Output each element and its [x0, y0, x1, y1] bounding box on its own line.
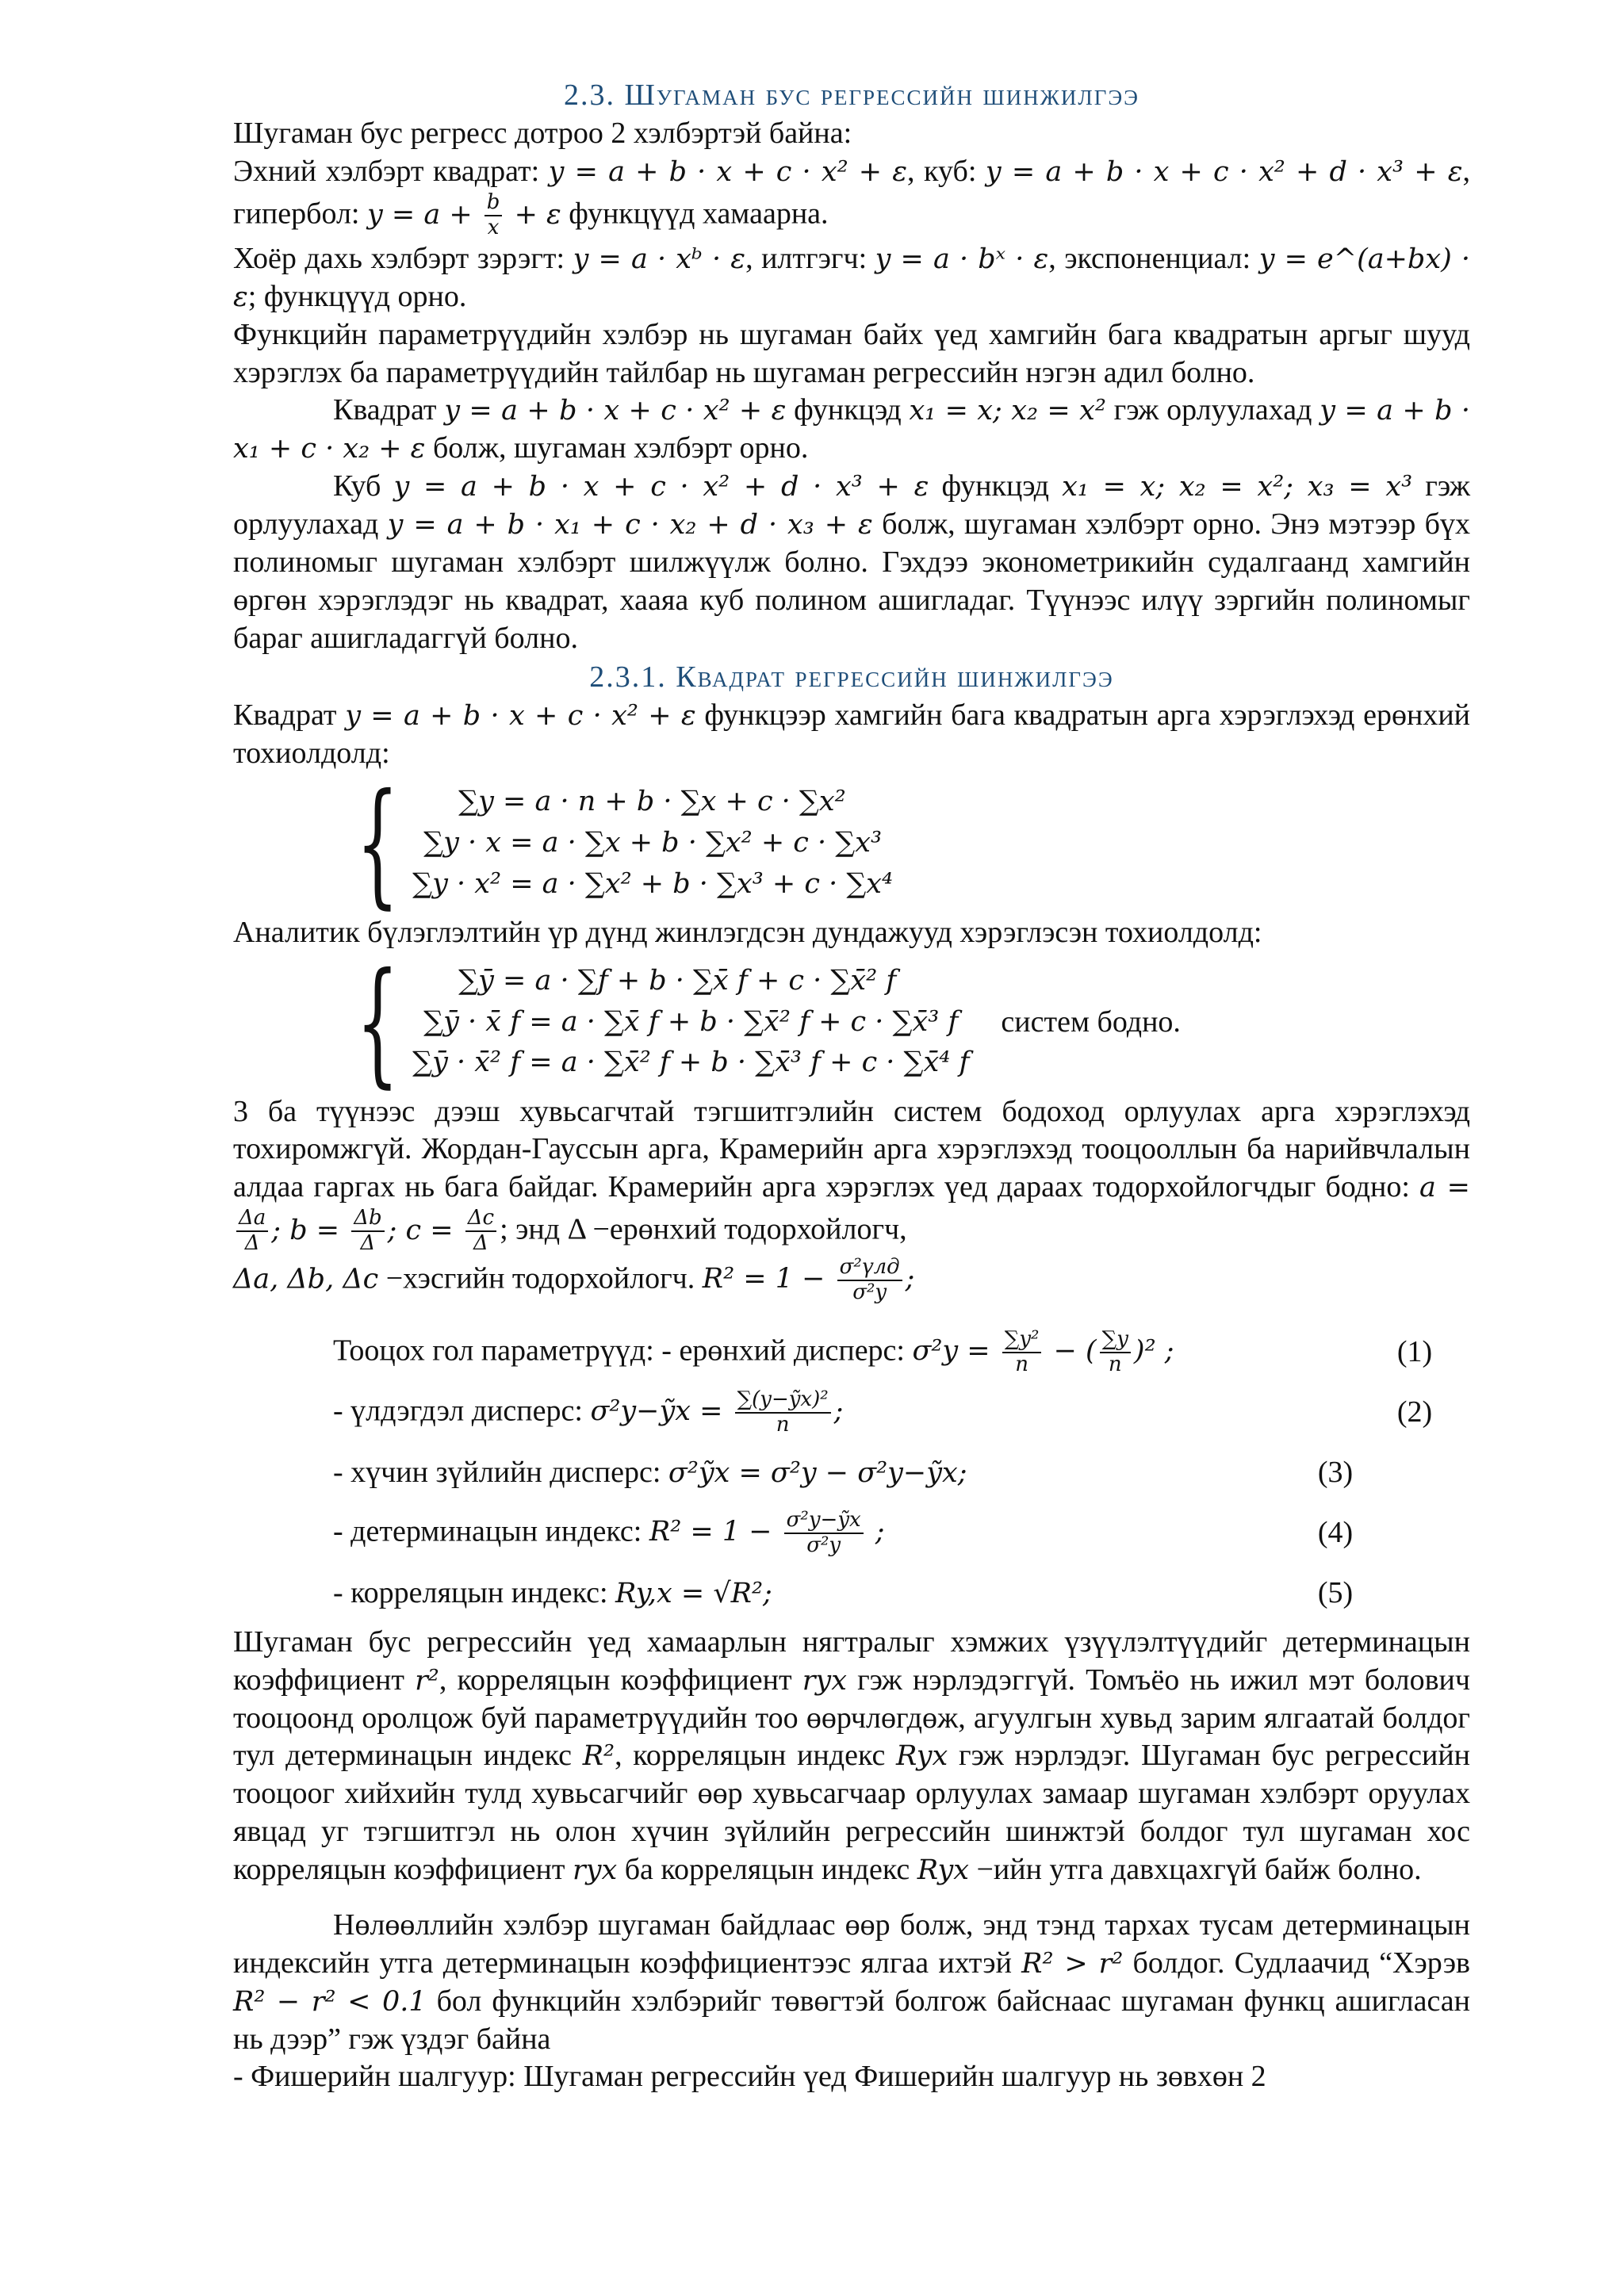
equation-system-weighted [335, 943, 1470, 1101]
system-equation: ∑y · x² = a · ∑x² + b · ∑x³ + c · ∑x⁴ [412, 867, 894, 900]
brace-icon: { [356, 943, 400, 1101]
system-note: систем бодно. [1001, 1004, 1181, 1039]
formula-line-1: Тооцох гол параметрүүд: - ерөнхий дисперс: σ²y = $\frac{\text{∑y²}}{n}$ − ( $\frac{\sum y}{n}$ )² ; (1) [233, 1322, 1470, 1383]
paragraph-parameters: Функцийн параметрүүдийн хэлбэр нь шугаман байх үед хамгийн бага квадратын аргыг шууд хэрэглэх ба параметрүүдийн тайлбар нь шугаман регрессийн нэгэн адил болно. [233, 317, 1470, 389]
eq-quadratic: y = a + b · x + c · x² + ε [548, 156, 908, 189]
equation-system-general [335, 764, 1470, 922]
paragraph-least-squares: Квадрат y = a + b · x + c · x² + ε функцээр хамгийн бага квадратын арга хэрэглэхэд ерөнхий тохиолдолд: [233, 698, 1470, 770]
paragraph-cramer: 3 ба түүнээс дээш хувьсагчтай тэгшитгэлийн систем бодоход орлуулах арга хэрэглэхэд тохиромжгүй. Жордан-Гауссын арга, Крамерийн арга хэрэглэхэд тооцооллын ба нарийвчлалын алдаа гаргах нь бага байдаг. Крамерийн арга хэрэглэх үед дараах тодорхойлогчдыг бодно: a = $\frac{\Delta a}{\Delta}$ ; b = $\frac{\Delta b}{\Delta}$ ; c = $\frac{\Delta c}{\Delta}$ ; энд Δ −ерөнхий тодорхойлогч, [233, 1094, 1470, 1256]
paragraph-influence: Нөлөөллийн хэлбэр шугаман байдлаас өөр болж, энд тэнд тархах тусам детерминацын индексийн утга детерминацын коэффициентээс ялгаа ихтэй R² > r² болдог. Судлаачид “Хэрэв R² − r² < 0.1 бол функцийн хэлбэрийг төвөгтэй болгож байснаас шугаман функц ашигласан нь дээр” гэж үздэг байна [233, 1908, 1470, 2056]
subsection-title: 2.3.1. Квадрат регрессийн шинжилгээ [589, 660, 1114, 694]
document-body [233, 76, 1470, 2096]
eq-cubic: y = a + b · x + c · x² + d · x³ + ε [985, 156, 1463, 189]
paragraph-quadratic-substitution: Квадрат y = a + b · x + c · x² + ε функцэд x₁ = x; x₂ = x² гэж орлуулахад y = a + b · x₁ + c · x₂ + ε болж, шугаман хэлбэрт орно. [233, 393, 1471, 465]
eq-exponent-natural: y = e^(a+bx) · ε [233, 243, 1470, 313]
brace-icon: { [356, 764, 400, 922]
formula-line-2: - үлдэгдэл дисперс: σ²y−ỹx = $\frac{\text{∑(y−ỹx)²}}{n}$ ; (2) [233, 1383, 1470, 1443]
equation-number: (1) [1396, 1334, 1433, 1368]
formula-line-4: - детерминацын индекс: R² = 1 − $\frac{\text{σ²y−ỹx}}{\text{σ²y}}$ ; (4) [233, 1503, 1470, 1563]
paragraph-fisher: - Фишерийн шалгуур: Шугаман регрессийн үед Фишерийн шалгуур нь зөвхөн 2 [233, 2060, 1266, 2094]
formula-line-3: - хүчин зүйлийн дисперс: σ²ỹx = σ²y − σ²y−ỹx; (3) [233, 1443, 1470, 1503]
paragraph-second-forms: Хоёр дахь хэлбэрт зэрэгт: y = a · xᵇ · ε, илтгэгч: y = a · bˣ · ε, экспоненциал: y = e^(a+bx) · ε; функцүүд орно. [233, 241, 1470, 313]
paragraph-cubic-substitution: Куб y = a + b · x + c · x² + d · x³ + ε функцэд x₁ = x; x₂ = x²; x₃ = x³ гэж орлуулахад y = a + b · x₁ + c · x₂ + d · x₃ + ε болж, шугаман хэлбэрт орно. Энэ мэтээр бүх полиномыг шугаман хэлбэрт шилжүүлж болно. Гэхдээ эконометрикийн судалгаанд хамгийн өргөн хэрэглэдэг нь квадрат, хааяа куб полином ашигладаг. Түүнээс илүү зэргийн полиномыг бараг ашигладаггүй болно. [233, 469, 1470, 655]
eq-exponential: y = a · bˣ · ε [875, 243, 1049, 275]
eq-power: y = a · xᵇ · ε [573, 243, 746, 275]
paragraph-nonlinear-indices: Шугаман бус регрессийн үед хамаарлын нягтралыг хэмжих үзүүлэлтүүдийг детерминацын коэффициент r², корреляцын коэффициент ryx гэж нэрлэдэггүй. Томъёо нь ижил мэт болович тооцоонд оролцож буй параметрүүдийн тоо өөрчлөгдөж, агуулгын хувьд зарим ялгаатай болдог тул детерминацын индекс R², корреляцын индекс Ryx гэж нэрлэдэг. Шугаман бус регрессийн тооцоог хийхийн тулд хувьсагчийг өөр хувьсагчаар орлуулах замаар шугаман хэлбэрт оруулах явцад уг тэгшитгэл нь олон хүчин зүйлийн регрессийн шинжтэй болдог тул шугаман хос корреляцын коэффициент ryx ба корреляцын индекс Ryx −ийн утга давхцахгүй байж болно. [233, 1624, 1471, 1886]
paragraph-determinants: Δa, Δb, Δc −хэсгийн тодорхойлогч. R² = 1 − $\frac{\text{σ²үлд}}{\text{σ²y}}$ ; [233, 1254, 915, 1304]
formula-line-5: - корреляцын индекс: Ry,x = √R²; (5) [233, 1563, 1470, 1624]
paragraph-intro: Шугаман бус регресс дотроо 2 хэлбэртэй байна: [233, 117, 852, 151]
system-equation: ∑y · x = a · ∑x + b · ∑x² + c · ∑x³ [423, 826, 883, 859]
system-equation: ∑ȳ · x̄² f = a · ∑x̄² f + b · ∑x̄³ f + c · ∑x̄⁴ f [412, 1047, 970, 1079]
equation-number: (4) [1317, 1515, 1354, 1549]
system-equation: ∑y = a · n + b · ∑x + c · ∑x² [458, 785, 846, 817]
paragraph-weighted: Аналитик бүлэглэлтийн үр дүнд жинлэгдсэн дундажууд хэрэглэсэн тохиолдолд: [233, 915, 1262, 949]
paragraph-first-forms: Эхний хэлбэрт квадрат: y = a + b · x + c · x² + ε, куб: y = a + b · x + c · x² + d · x³ + ε, гипербол: y = a + $\frac{b}{x}$ + ε функцүүд хамаарна. [233, 155, 1470, 240]
equation-number: (2) [1396, 1395, 1433, 1429]
section-title: 2.3. Шугаман бус регрессийн шинжилгээ [564, 78, 1139, 112]
equation-number: (5) [1317, 1575, 1354, 1609]
equation-number: (3) [1317, 1455, 1354, 1489]
system-equation: ∑ȳ · x̄ f = a · ∑x̄ f + b · ∑x̄² f + c · ∑x̄³ f [423, 1005, 959, 1038]
eq-hyperbola: y = a + $\frac{b}{x}$ + ε [366, 190, 561, 240]
system-equation: ∑ȳ = a · ∑f + b · ∑x̄ f + c · ∑x̄² f [458, 964, 897, 997]
